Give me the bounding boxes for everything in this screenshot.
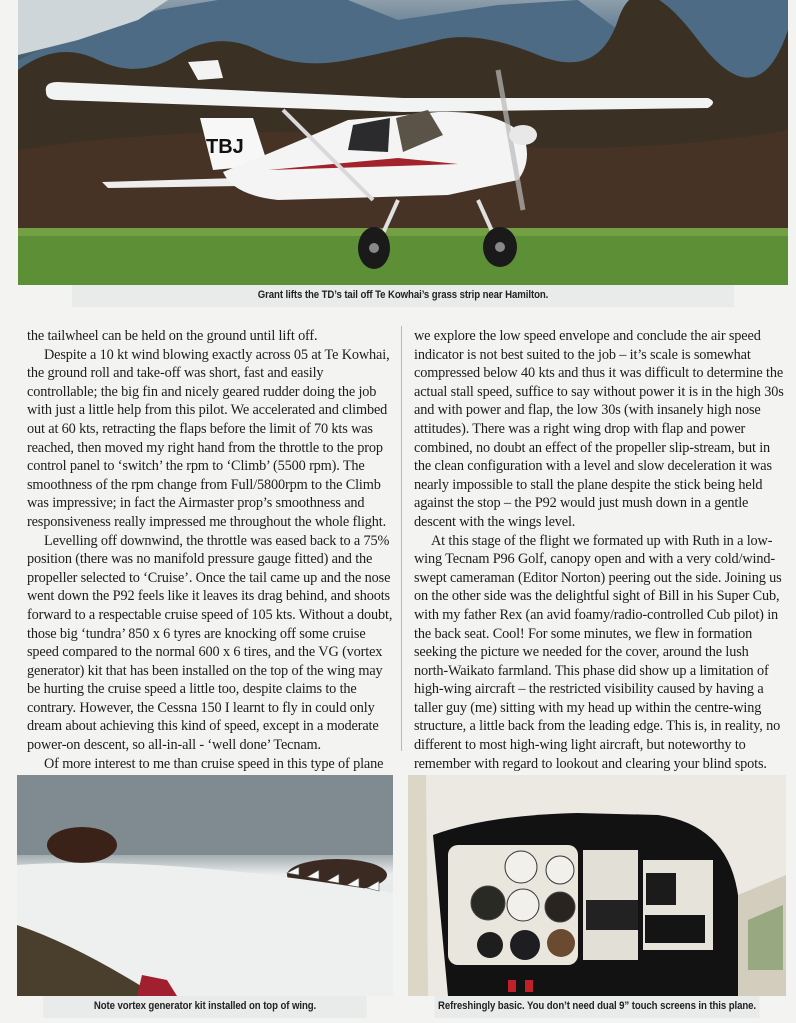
wheel-hub — [495, 242, 505, 252]
gps-display — [646, 873, 676, 905]
panel-photo-caption: Refreshingly basic. You don’t need dual 9” touch screens in this plane. — [434, 996, 759, 1018]
paragraph: Despite a 10 kt wind blowing exactly across 05 at Te Kowhai, the ground roll and take-off was short, fast and easily controllable; the big fin and nicely geared rudder doing the job with just a little help from this pilot. We accelerated and climbed out at 60 kts, retracting the flaps before the limit of 70 kts was reached, then moved my right hand from the throttle to the prop control panel to ‘switch’ the rpm to ‘Climb’ (5500 rpm). The smoothness of the rpm change from Full/5800rpm to the Climb was impressive; in fact the Airmaster prop’s smoothness and responsiveness really impressed me throughout the whole flight. — [27, 346, 390, 530]
wing-illustration — [17, 775, 393, 996]
aircraft-illustration — [18, 0, 788, 285]
paragraph: Of more interest to me than cruise speed in this type of plane — [44, 755, 384, 772]
wheel-hub — [369, 243, 379, 253]
paragraph: the tailwheel can be held on the ground until lift off. — [27, 328, 318, 344]
paragraph: we explore the low speed envelope and conclude the air speed indicator is not best suited to the job – it’s scale is somewhat compressed below 40 kts and thus it was difficult to determine the actual stall speed, suffice to say without power it is in the high 30s and with power and flap, the low 30s (with insanely high nose attitudes). There was a right wing drop with flap and power combined, no doubt an effect of the propeller slip-stream, but in the clean configuration with a level and slow deceleration it was nearly impossible to stall the plane despite the stick being held against the stop – the P92 would just mush down in a gentle descent with the wings level. — [414, 328, 784, 530]
grass-edge — [18, 228, 788, 236]
door-frame — [408, 775, 428, 996]
radio — [586, 900, 638, 930]
spinner — [509, 125, 537, 145]
paragraph: At this stage of the flight we formated up with Ruth in a low-wing Tecnam P96 Golf, canopy open and with a very cold/wind-swept cameraman (Editor Norton) peering out the side. Joining us on the other side was the delightful sight of Bill in his Super Cub, with my father Rex (an avid foamy/radio-controlled Cub pilot) in the back seat. Cool! For some minutes, we flew in formation seeking the picture we needed for the cover, around the lush north-Waikato farmland. This phase did show up a limitation of high-wing aircraft – the restricted visibility caused by having a taller guy (me) sitting with my head up within the centre-wing structure, a little back from the leading edge. This is, in reality, no different to most high-wing light aircraft, but noteworthy to remember with regard to lookout and clearing your blind spots. — [414, 532, 782, 772]
instrument-panel-photo — [408, 775, 786, 996]
top-photo-caption: Grant lifts the TD’s tail off Te Kowhai’s grass strip near Hamilton. — [72, 285, 734, 307]
switch — [525, 980, 533, 992]
article-left-column — [27, 327, 394, 810]
paragraph: Levelling off downwind, the throttle was eased back to a 75% position (there was no manifold pressure gauge fitted) and the propeller selected to ‘Cruise’. Once the tail came up and the nose went down the P92 feels like it leaves its drag behind, and shoots forward to a respectable cruise speed of 105 kts. Without a doubt, those big ‘tundra’ 850 x 6 tyres are knocking off some cruise speed compared to the normal 600 x 6 tires, and the VG (vortex generator) kit that has been installed on the top of the wing may be hurting the cruise speed a little too, despite claims to the contrary. However, the Cessna 150 I learnt to fly in could only dream about achieving this kind of speed, except in a moderate power-on descent, so all-in-all - ‘well done’ Tecnam. — [27, 532, 393, 754]
switch — [508, 980, 516, 992]
aircraft-photo — [18, 0, 788, 285]
hill — [47, 827, 117, 863]
storage-shelf — [645, 915, 705, 943]
article-right-column — [414, 327, 784, 773]
wing-photo — [17, 775, 393, 996]
column-divider — [401, 326, 402, 751]
wing-photo-caption: Note vortex generator kit installed on top of wing. — [43, 996, 366, 1018]
grass-strip — [18, 228, 788, 285]
panel-illustration — [408, 775, 786, 996]
registration-letters: TBJ — [206, 136, 244, 158]
